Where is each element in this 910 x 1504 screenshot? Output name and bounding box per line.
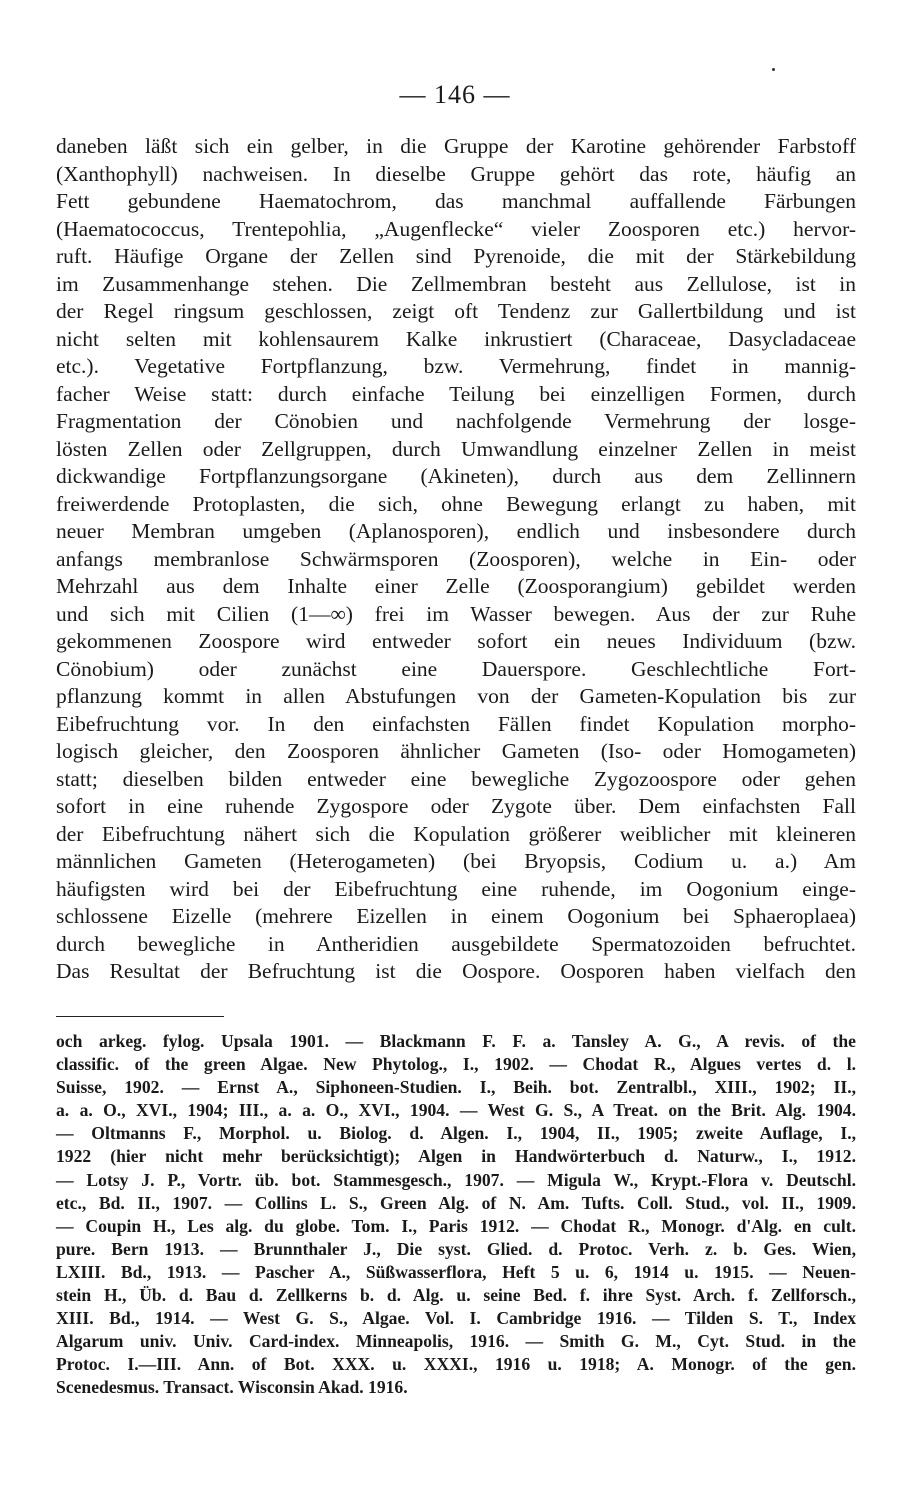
text-line: (Xanthophyll) nachweisen. In dieselbe Gruppe gehört das rote, häufig an [56, 161, 856, 186]
text-line: (Haematococcus, Trentepohlia, „Augenflecke“ vieler Zoosporen etc.) hervor- [56, 216, 856, 241]
text-line: neuer Membran umgeben (Aplanosporen), endlich und insbesondere durch [56, 519, 856, 543]
footnote-line: XIII. Bd., 1914. — West G. S., Algae. Vol. I. Cambridge 1916. — Tilden S. T., Index [56, 1308, 856, 1329]
footnote-line: Protoc. I.—III. Ann. of Bot. XXX. u. XXXI., 1916 u. 1918; A. Monogr. of the gen. [56, 1354, 856, 1375]
footnote-line: 1922 (hier nicht mehr berücksichtigt); Algen in Handwörterbuch d. Naturw., I., 1912. [56, 1146, 856, 1167]
text-line: logisch gleicher, den Zoosporen ähnlicher Gameten (Iso- oder Homogameten) [56, 739, 856, 763]
text-line: Das Resultat der Befruchtung ist die Oospore. Oosporen haben vielfach den [56, 959, 856, 983]
footnote-line: a. a. O., XVI., 1904; III., a. a. O., XVI., 1904. — West G. S., A Treat. on the Brit. Alg. 1904. [56, 1100, 856, 1121]
text-line: häufigsten wird bei der Eibefruchtung eine ruhende, im Oogonium einge- [56, 876, 856, 901]
text-line: facher Weise statt: durch einfache Teilung bei einzelligen Formen, durch [56, 381, 856, 406]
text-line: gekommenen Zoospore wird entweder sofort ein neues Individuum (bzw. [56, 629, 856, 653]
text-line: anfangs membranlose Schwärmsporen (Zoosporen), welche in Ein- oder [56, 546, 856, 571]
footnote-line: Scenedesmus. Transact. Wisconsin Akad. 1916. [56, 1377, 408, 1398]
text-line: ruft. Häufige Organe der Zellen sind Pyrenoide, die mit der Stärkebildung [56, 244, 856, 268]
footnote-line: etc., Bd. II., 1907. — Collins L. S., Green Alg. of N. Am. Tufts. Coll. Stud., vol. II., 1909. [56, 1192, 856, 1213]
footnote-line: Suisse, 1902. — Ernst A., Siphoneen-Studien. I., Beih. bot. Zentralbl., XIII., 1902; II., [56, 1077, 856, 1098]
main-text [56, 133, 856, 986]
text-line: pflanzung kommt in allen Abstufungen von der Gameten-Kopulation bis zur [56, 684, 856, 708]
ink-speck [772, 68, 775, 71]
text-line: sofort in eine ruhende Zygospore oder Zygote über. Dem einfachsten Fall [56, 794, 856, 818]
text-line: und sich mit Cilien (1—∞) frei im Wasser bewegen. Aus der zur Ruhe [56, 601, 856, 626]
text-line: daneben läßt sich ein gelber, in die Gruppe der Karotine gehörender Farbstoff [56, 134, 856, 158]
text-line: statt; dieselben bilden entweder eine bewegliche Zygozoospore oder gehen [56, 766, 856, 791]
text-line: der Regel ringsum geschlossen, zeigt oft Tendenz zur Gallertbildung und ist [56, 299, 856, 323]
text-line: Cönobium) oder zunächst eine Dauerspore. Geschlechtliche Fort- [56, 656, 856, 681]
footnote-line: pure. Bern 1913. — Brunnthaler J., Die syst. Glied. d. Protoc. Verh. z. b. Ges. Wien, [56, 1238, 856, 1259]
text-line: freiwerdende Protoplasten, die sich, ohne Bewegung erlangt zu haben, mit [56, 491, 856, 516]
footnote-line: LXIII. Bd., 1913. — Pascher A., Süßwasserflora, Heft 5 u. 6, 1914 u. 1915. — Neuen- [56, 1261, 856, 1282]
text-line: Fragmentation der Cönobien und nachfolgende Vermehrung der losge- [56, 409, 856, 433]
text-line: schlossene Eizelle (mehrere Eizellen in einem Oogonium bei Sphaeroplaea) [56, 904, 856, 928]
text-line: Eibefruchtung vor. In den einfachsten Fällen findet Kopulation morpho- [56, 711, 856, 736]
footnote-line: stein H., Üb. d. Bau d. Zellkerns b. d. Alg. u. seine Bed. f. ihre Syst. Arch. f. Zellforsch., [56, 1285, 856, 1306]
footnote-line: classific. of the green Algae. New Phytolog., I., 1902. — Chodat R., Algues vertes d. l. [56, 1054, 856, 1075]
text-line: etc.). Vegetative Fortpflanzung, bzw. Vermehrung, findet in mannig- [56, 354, 856, 378]
text-line: Fett gebundene Haematochrom, das manchmal auffallende Färbungen [56, 189, 856, 213]
text-line: Mehrzahl aus dem Inhalte einer Zelle (Zoosporangium) gebildet werden [56, 574, 856, 598]
text-line: der Eibefruchtung nähert sich die Kopulation größerer weiblicher mit kleineren [56, 821, 856, 846]
text-line: männlichen Gameten (Heterogameten) (bei Bryopsis, Codium u. a.) Am [56, 849, 856, 873]
footnote-line: — Coupin H., Les alg. du globe. Tom. I., Paris 1912. — Chodat R., Monogr. d'Alg. en cult. [56, 1215, 856, 1236]
footnote-line: — Lotsy J. P., Vortr. üb. bot. Stammesgesch., 1907. — Migula W., Krypt.-Flora v. Deutschl. [56, 1169, 856, 1190]
footnote-divider [56, 1016, 224, 1017]
text-line: nicht selten mit kohlensaurem Kalke inkrustiert (Characeae, Dasycladaceae [56, 326, 856, 351]
footnote-line: Algarum univ. Univ. Card-index. Minneapolis, 1916. — Smith G. M., Cyt. Stud. in the [56, 1331, 856, 1352]
text-line: im Zusammenhange stehen. Die Zellmembran besteht aus Zellulose, ist in [56, 271, 856, 296]
page-number: — 146 — [399, 80, 511, 109]
footnote-line: — Oltmanns F., Morphol. u. Biolog. d. Algen. I., 1904, II., 1905; zweite Auflage, I., [56, 1123, 856, 1144]
text-line: lösten Zellen oder Zellgruppen, durch Umwandlung einzelner Zellen in meist [56, 436, 856, 461]
footnote-line: och arkeg. fylog. Upsala 1901. — Blackmann F. F. a. Tansley A. G., A revis. of the [56, 1031, 856, 1051]
footnotes [56, 1030, 856, 1400]
text-line: dickwandige Fortpflanzungsorgane (Akineten), durch aus dem Zellinnern [56, 464, 856, 488]
text-line: durch bewegliche in Antheridien ausgebildete Spermatozoiden befruchtet. [56, 931, 856, 956]
